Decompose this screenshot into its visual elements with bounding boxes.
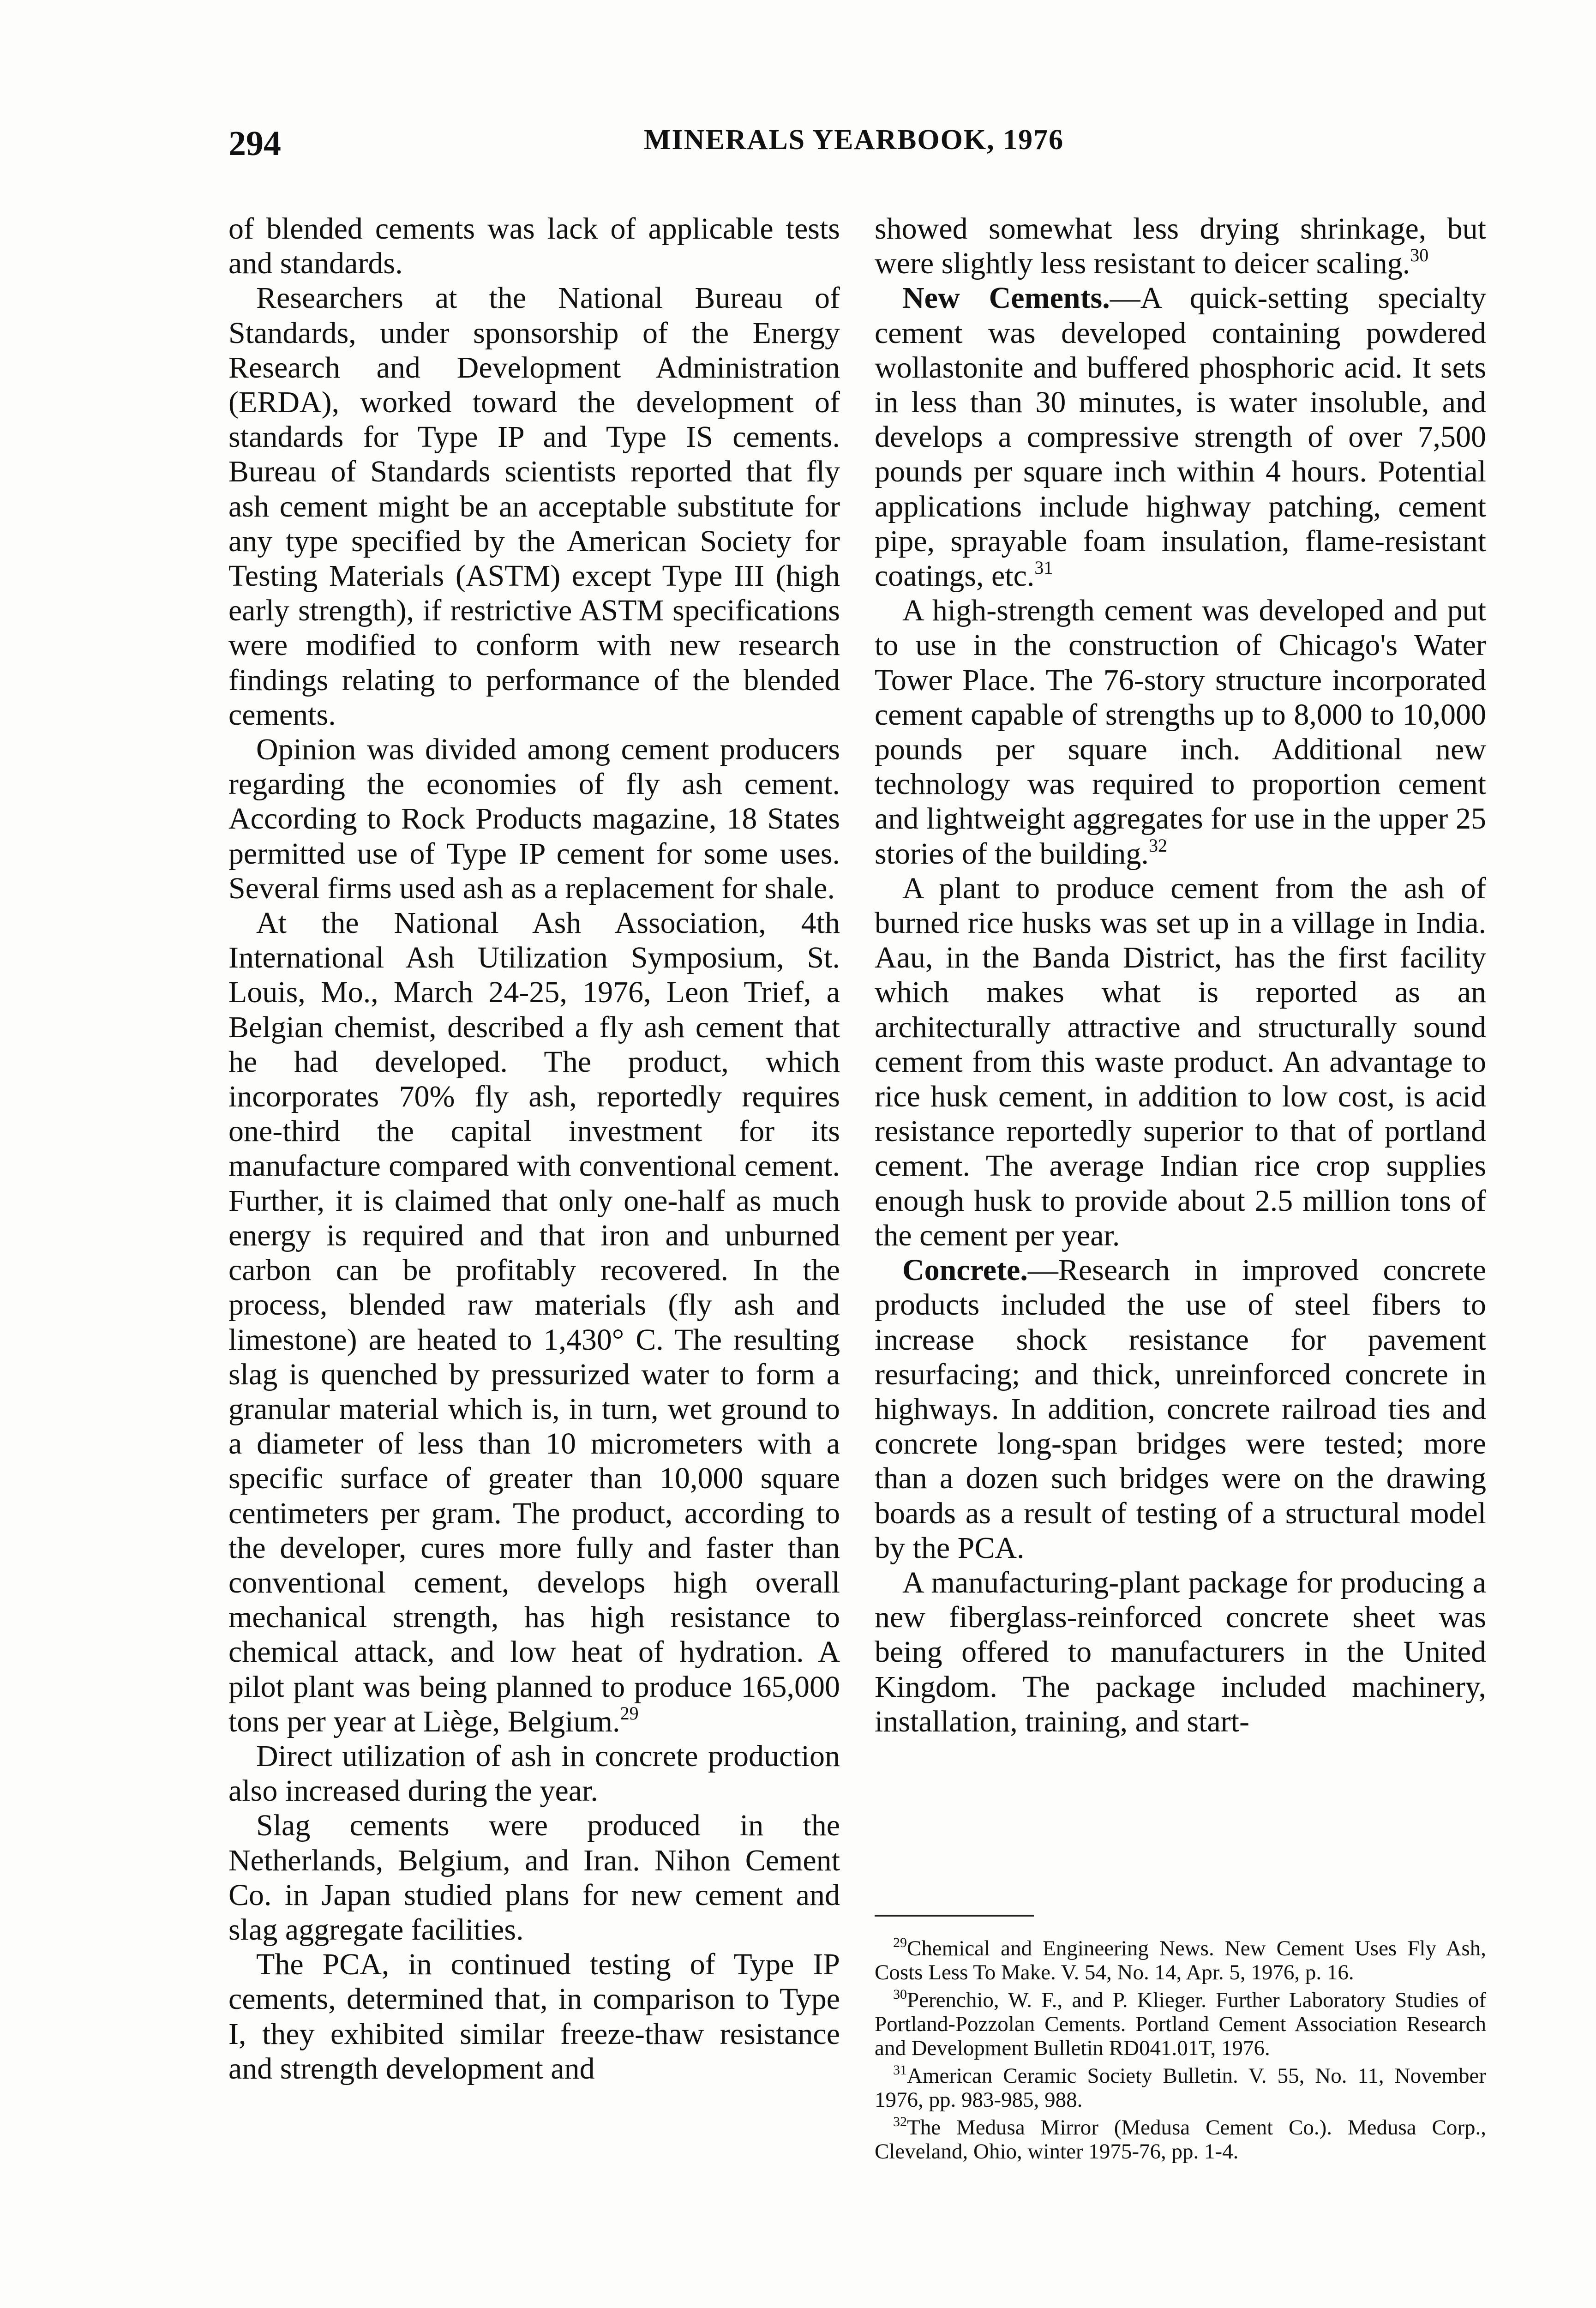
footnote-ref: 29 (620, 1702, 639, 1724)
paragraph-text: showed somewhat less drying shrinkage, but were slightly less resistant to deicer scaling. (875, 212, 1486, 281)
paragraph: of blended cements was lack of applicable tests and standards. (228, 212, 840, 281)
paragraph: Slag cements were produced in the Netherlands, Belgium, and Iran. Nihon Cement Co. in Japan studied plans for new cement and slag aggregate facilities. (228, 1809, 840, 1947)
footnote-number: 31 (893, 2062, 907, 2078)
section-runhead: New Cements. (902, 281, 1110, 315)
paragraph (228, 906, 840, 1739)
paragraph: Researchers at the National Bureau of Standards, under sponsorship of the Energy Research and Development Administration (ERDA), worked toward the development of standards for Type IP and Type IS cements. Bureau of Standards scientists reported that fly ash cement might be an acceptable substitute for any type specified by the American Society for Testing Materials (ASTM) except Type III (high early strength), if restrictive ASTM specifications were modified to conform with new research findings relating to performance of the blended cements. (228, 281, 840, 732)
right-column (875, 211, 1486, 1739)
footnote (875, 2116, 1486, 2164)
footnote-text: American Ceramic Society Bulletin. V. 55, No. 11, November 1976, pp. 983-985, 988. (875, 2064, 1486, 2112)
left-column (228, 211, 840, 2086)
footnote (875, 2064, 1486, 2112)
footnote-ref: 31 (1034, 557, 1053, 578)
footnote-number: 32 (893, 2114, 907, 2129)
paragraph: A plant to produce cement from the ash of burned rice husks was set up in a village in India. Aau, in the Banda District, has the first facility which makes what is reported as an architecturally attractive and structurally sound cement from this waste product. An advantage to rice husk cement, in addition to low cost, is acid resistance reportedly superior to that of portland cement. The average Indian rice crop supplies enough husk to provide about 2.5 million tons of the cement per year. (875, 871, 1486, 1252)
paragraph: Direct utilization of ash in concrete production also increased during the year. (228, 1739, 840, 1808)
paragraph (875, 1253, 1486, 1565)
footnote-number: 29 (893, 1935, 907, 1950)
paragraph (875, 593, 1486, 871)
footnote (875, 1936, 1486, 1984)
footnote-rule (875, 1915, 1034, 1917)
running-title: MINERALS YEARBOOK, 1976 (644, 124, 1064, 156)
footnote-text: Perenchio, W. F., and P. Klieger. Further Laboratory Studies of Portland-Pozzolan Cements. Portland Cement Association Research and Development Bulletin RD041.01T, 1976. (875, 1988, 1486, 2060)
footnotes (875, 1936, 1486, 2167)
section-runhead: Concrete. (902, 1253, 1028, 1287)
footnote-text: Chemical and Engineering News. New Cement Uses Fly Ash, Costs Less To Make. V. 54, No. 14, Apr. 5, 1976, p. 16. (875, 1936, 1486, 1984)
paragraph-text: —A quick-setting specialty cement was developed containing powdered wollastonite and buffered phosphoric acid. It sets in less than 30 minutes, is water insoluble, and develops a compressive strength of over 7,500 pounds per square inch within 4 hours. Potential applications include highway patching, cement pipe, sprayable foam insulation, flame-resistant coatings, etc. (875, 281, 1486, 593)
paragraph (875, 211, 1486, 281)
footnote-number: 30 (893, 1987, 907, 2002)
footnote-ref: 30 (1410, 245, 1429, 266)
paragraph-text: —Research in improved concrete products included the use of steel fibers to increase shock resistance for pavement resurfacing; and thick, unreinforced concrete in highways. In addition, concrete railroad ties and concrete long-span bridges were tested; more than a dozen such bridges were on the drawing boards as a result of testing of a structural model by the PCA. (875, 1253, 1486, 1565)
footnote-text: The Medusa Mirror (Medusa Cement Co.). Medusa Corp., Cleveland, Ohio, winter 1975-76, pp. 1-4. (875, 2116, 1486, 2164)
paragraph: Opinion was divided among cement producers regarding the economies of fly ash cement. According to Rock Products magazine, 18 States permitted use of Type IP cement for some uses. Several firms used ash as a replacement for shale. (228, 733, 840, 905)
page-number: 294 (228, 124, 281, 163)
paragraph-text: At the National Ash Association, 4th International Ash Utilization Symposium, St. Louis, Mo., March 24-25, 1976, Leon Trief, a Belgian chemist, described a fly ash cement that he had developed. The product, which incorporates 70% fly ash, reportedly requires one-third the capital investment for its manufacture compared with conventional cement. Further, it is claimed that only one-half as much energy is required and that iron and unburned carbon can be profitably recovered. In the process, blended raw materials (fly ash and limestone) are heated to 1,430° C. The resulting slag is quenched by pressurized water to form a granular material which is, in turn, wet ground to a diameter of less than 10 micrometers with a specific surface of greater than 10,000 square centimeters per gram. The product, according to the developer, cures more fully and faster than conventional cement, develops high overall mechanical strength, has high resistance to chemical attack, and low heat of hydration. A pilot plant was being planned to produce 165,000 tons per year at Liège, Belgium. (228, 906, 840, 1738)
page-header (228, 124, 1355, 174)
footnote (875, 1988, 1486, 2060)
paragraph (875, 281, 1486, 593)
footnote-ref: 32 (1148, 835, 1167, 856)
paragraph: The PCA, in continued testing of Type IP cements, determined that, in comparison to Type I, they exhibited similar freeze-thaw resistance and strength development and (228, 1947, 840, 2086)
paragraph-text: A high-strength cement was developed and put to use in the construction of Chicago's Water Tower Place. The 76-story structure incorporated cement capable of strengths up to 8,000 to 10,000 pounds per square inch. Additional new technology was required to proportion cement and lightweight aggregates for use in the upper 25 stories of the building. (875, 594, 1486, 871)
paragraph: A manufacturing-plant package for producing a new fiberglass-reinforced concrete sheet was being offered to manufacturers in the United Kingdom. The package included machinery, installation, training, and start- (875, 1565, 1486, 1738)
